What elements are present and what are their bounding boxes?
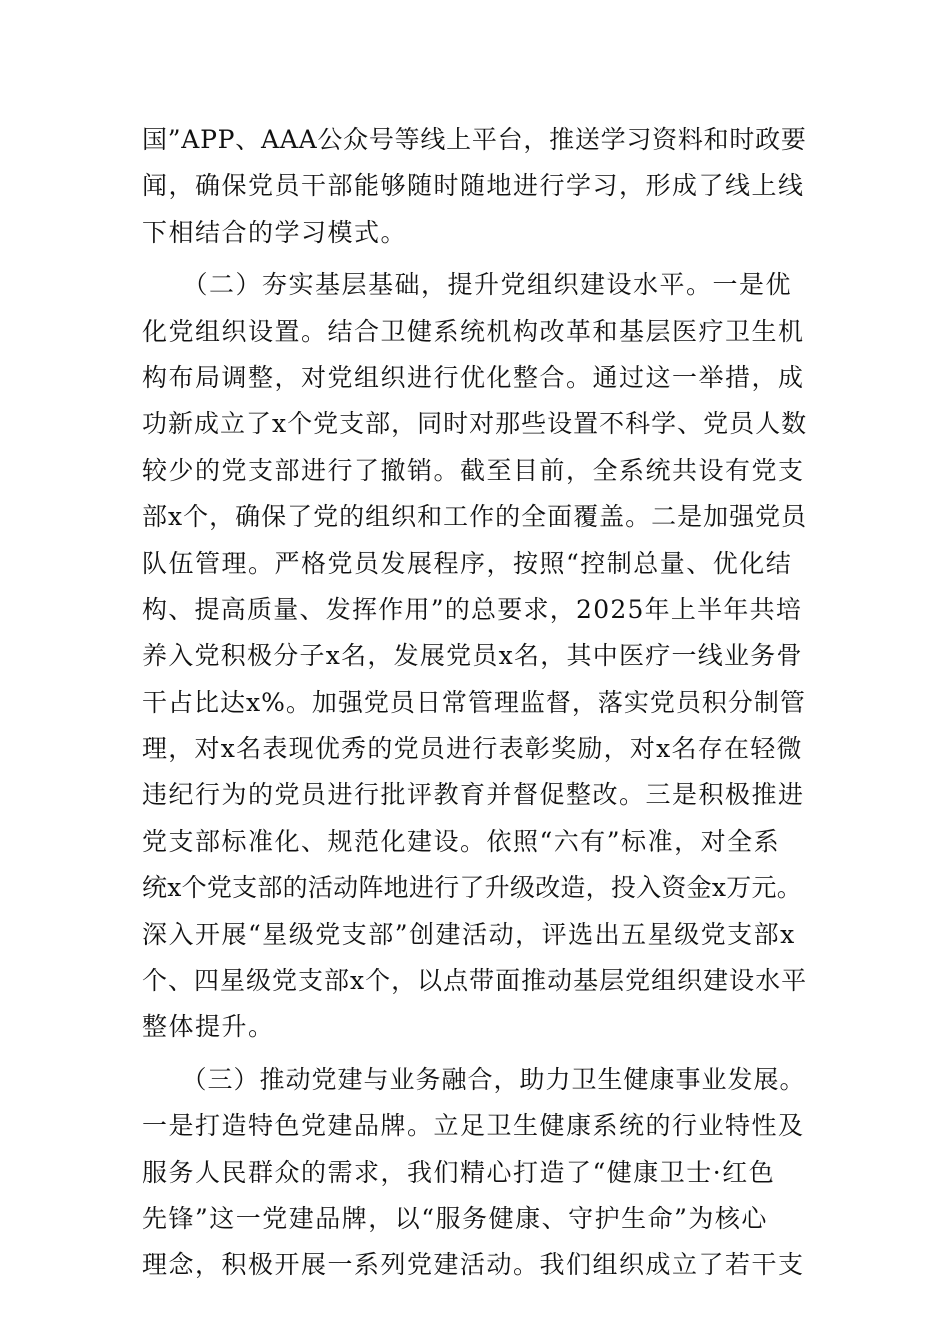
text-line: 先锋”这一党建品牌，以“服务健康、守护生命”为核心 bbox=[142, 1203, 768, 1233]
document-body bbox=[142, 117, 808, 1289]
text-line: 一是打造特色党建品牌。立足卫生健康系统的行业特性及 bbox=[142, 1111, 805, 1141]
text-line: （三）推动党建与业务融合，助力卫生健康事业发展。 bbox=[142, 1064, 806, 1094]
text-line: 个、四星级党支部x个，以点带面推动基层党组织建设水平 bbox=[142, 966, 808, 996]
text-line: 国”APP、AAA公众号等线上平台，推送学习资料和时政要 bbox=[142, 125, 807, 154]
paragraph-2 bbox=[142, 262, 808, 1051]
text-line: 部x个，确保了党的组织和工作的全面覆盖。二是加强党员 bbox=[142, 502, 808, 532]
text-line: 整体提升。 bbox=[142, 1012, 275, 1042]
text-line: 理，对x名表现优秀的党员进行表彰奖励，对x名存在轻微 bbox=[142, 734, 803, 764]
text-line: 违纪行为的党员进行批评教育并督促整改。三是积极推进 bbox=[142, 780, 805, 810]
text-line: 深入开展“星级党支部”创建活动，评选出五星级党支部x bbox=[142, 919, 796, 949]
text-line: 党支部标准化、规范化建设。依照“六有”标准，对全系 bbox=[142, 826, 781, 856]
text-line: 化党组织设置。结合卫健系统机构改革和基层医疗卫生机 bbox=[142, 316, 805, 346]
text-line: 构、提高质量、发挥作用”的总要求，2025年上半年共培 bbox=[142, 594, 803, 624]
text-line: 下相结合的学习模式。 bbox=[142, 217, 408, 247]
text-line: 统x个党支部的活动阵地进行了升级改造，投入资金x万元。 bbox=[142, 873, 802, 903]
text-line: 构布局调整，对党组织进行优化整合。通过这一举措，成 bbox=[142, 362, 805, 392]
text-line: 养入党积极分子x名，发展党员x名，其中医疗一线业务骨 bbox=[142, 641, 803, 671]
text-line: 干占比达x%。加强党员日常管理监督，落实党员积分制管 bbox=[142, 687, 806, 717]
text-line: 服务人民群众的需求，我们精心打造了“健康卫士·红色 bbox=[142, 1157, 776, 1187]
text-line: 队伍管理。严格党员发展程序，按照“控制总量、优化结 bbox=[142, 548, 793, 578]
text-line: 闻，确保党员干部能够随时随地进行学习，形成了线上线 bbox=[142, 171, 805, 201]
text-line: 功新成立了x个党支部，同时对那些设置不科学、党员人数 bbox=[142, 409, 808, 439]
paragraph-3 bbox=[142, 1057, 808, 1289]
paragraph-1 bbox=[142, 117, 808, 256]
text-line: 较少的党支部进行了撤销。截至目前，全系统共设有党支 bbox=[142, 455, 805, 485]
text-line: 理念，积极开展一系列党建活动。我们组织成立了若干支 bbox=[142, 1250, 805, 1280]
text-line: （二）夯实基层基础，提升党组织建设水平。一是优 bbox=[142, 270, 793, 300]
